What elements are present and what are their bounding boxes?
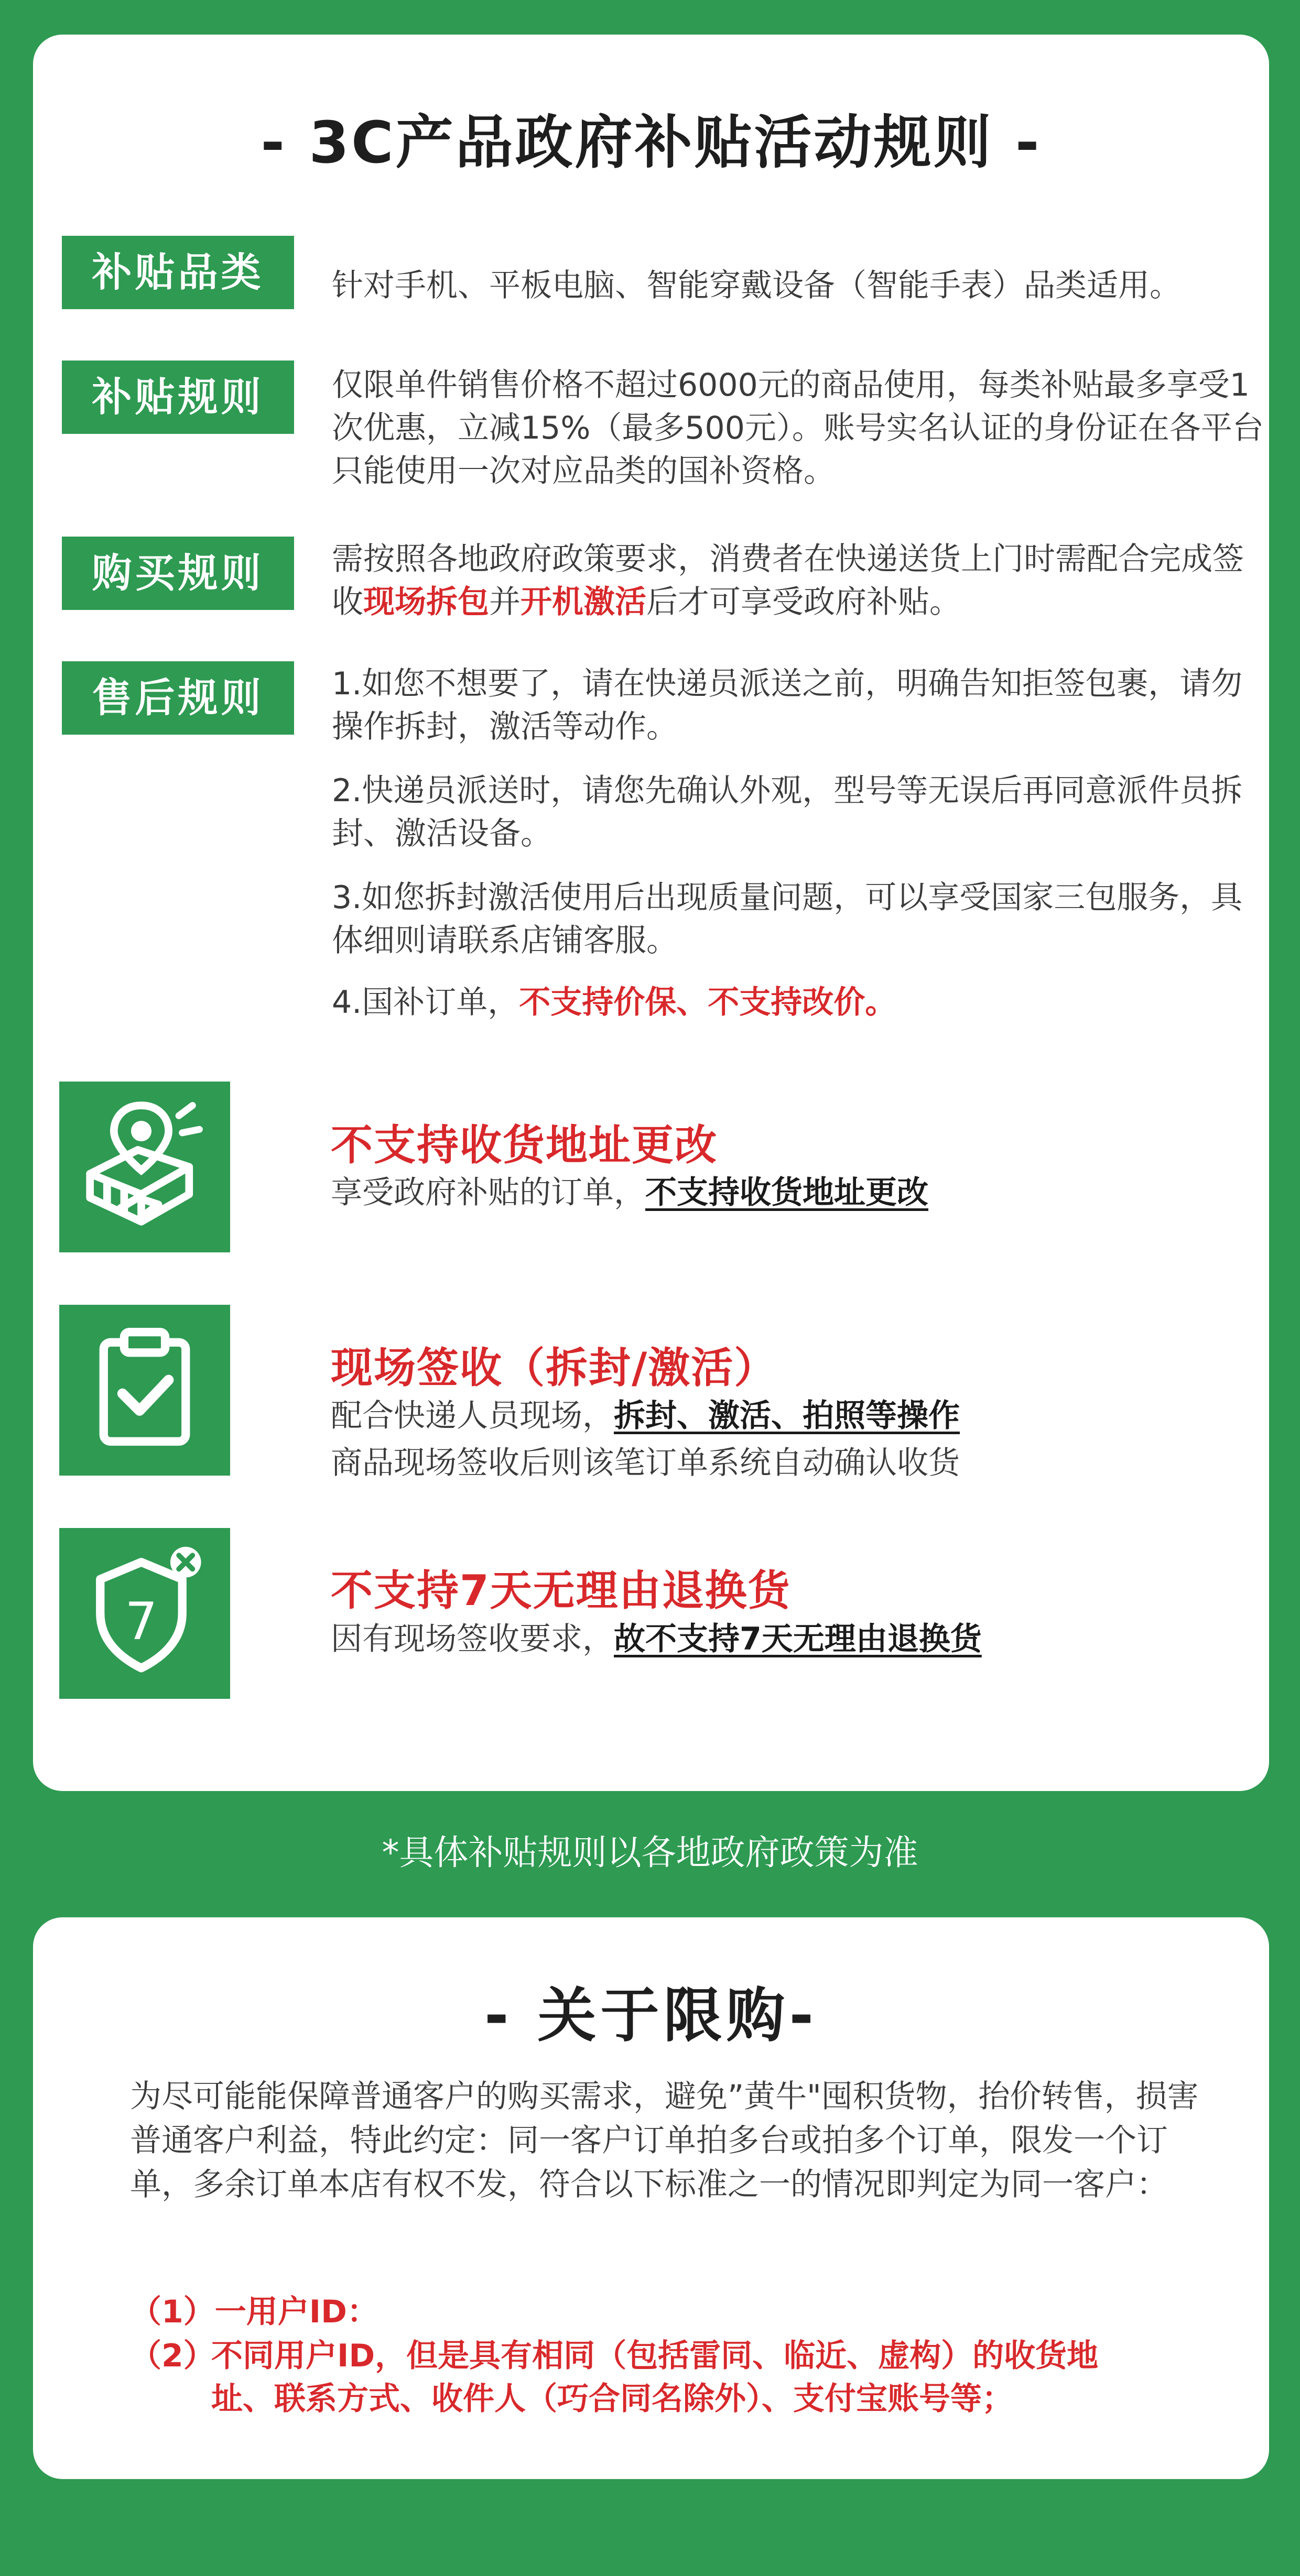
purchase-highlight-activate: 开机激活: [521, 584, 646, 620]
feature-onsite-signing-title: 现场签收（拆封/激活）: [331, 1344, 777, 1392]
feature-1-desc-underlined: 不支持收货地址更改: [645, 1174, 928, 1211]
feature-2-desc-prefix: 配合快递人员现场，: [331, 1398, 614, 1434]
feature-no-7day-return-title: 不支持7天无理由退换货: [331, 1566, 791, 1615]
tag-subsidy-rules: 补贴规则: [62, 361, 294, 434]
after-sales-item-3: 3.如您拆封激活使用后出现质量问题，可以享受国家三包服务，具体细则请联系店铺客服。: [332, 879, 1243, 959]
limit-paragraph: 为尽可能能保障普通客户的购买需求，避免”黄牛"囤积货物，抬价转售，损害普通客户利益，特此约定：同一客户订单拍多台或拍多个订单，限发一个订单，多余订单本店有权不发，符合以下标准之一的情况即判定为同一客户：: [130, 2078, 1199, 2203]
feature-no-7day-return-desc: [331, 1618, 1248, 1660]
box-location-icon: [59, 1082, 230, 1252]
feature-onsite-signing-desc: [331, 1395, 1248, 1437]
feature-onsite-signing-desc-2: 商品现场签收后则该笔订单系统自动确认收货: [331, 1445, 960, 1481]
feature-no-address-change-title: 不支持收货地址更改: [331, 1121, 718, 1170]
feature-no-address-change-desc: [331, 1172, 1248, 1214]
after-sales-item-4-prefix: 4.国补订单，: [332, 984, 519, 1021]
feature-3-desc-prefix: 因有现场签收要求，: [331, 1621, 614, 1657]
feature-1-desc-prefix: 享受政府补贴的订单，: [331, 1174, 645, 1211]
rules-title: - 3C产品政府补贴活动规则 -: [261, 109, 1042, 176]
feature-3-desc-underlined: 故不支持7天无理由退换货: [614, 1621, 982, 1657]
shield-number: 7: [125, 1591, 158, 1652]
after-sales-item-4: [332, 981, 1265, 1024]
subsidy-rules-text: 仅限单件销售价格不超过6000元的商品使用，每类补贴最多享受1次优惠，立减15%（最多500元）。账号实名认证的身份证在各平台只能使用一次对应品类的国补资格。: [332, 367, 1264, 489]
limit-title: - 关于限购-: [484, 1982, 818, 2050]
clipboard-check-icon: [59, 1305, 230, 1476]
purchase-highlight-unpack: 现场拆包: [363, 584, 489, 620]
subsidy-rules-card: [33, 35, 1269, 1791]
limit-clause-2-label: （2）: [130, 2338, 215, 2374]
feature-2-desc-underlined: 拆封、激活、拍照等操作: [614, 1398, 960, 1434]
after-sales-item-1: 1.如您不想要了，请在快递员派送之前，明确告知拒签包裹，请勿操作拆封，激活等动作。: [332, 665, 1243, 745]
after-sales-item-2: 2.快递员派送时，请您先确认外观，型号等无误后再同意派件员拆封、激活设备。: [332, 772, 1243, 852]
tag-after-sales-rules: 售后规则: [62, 661, 294, 735]
tag-purchase-rules: 购买规则: [62, 537, 294, 610]
policy-footnote: *具体补贴规则以各地政府政策为准: [382, 1832, 918, 1873]
limit-clause-2-text: 不同用户ID，但是具有相同（包括雷同、临近、虚构）的收货地址、联系方式、收件人（巧合同名除外）、支付宝账号等；: [211, 2338, 1099, 2417]
purchase-text-before: 需按照各地政府政策要求，消费者在快递送货上门时需配合完成签收: [332, 541, 1244, 620]
purchase-limit-card: [33, 1917, 1269, 2479]
limit-clause-1: （1）一用户ID：: [130, 2294, 378, 2330]
tag-subsidy-category: 补贴品类: [62, 236, 294, 309]
shield-seven-no-icon: [59, 1528, 230, 1699]
after-sales-item-4-warning: 不支持价保、不支持改价。: [519, 984, 897, 1021]
purchase-text-mid: 并: [489, 584, 521, 620]
subsidy-category-text: 针对手机、平板电脑、智能穿戴设备（智能手表）品类适用。: [332, 267, 1181, 304]
purchase-rules-text: [332, 538, 1265, 624]
purchase-text-after: 后才可享受政府补贴。: [646, 584, 961, 620]
